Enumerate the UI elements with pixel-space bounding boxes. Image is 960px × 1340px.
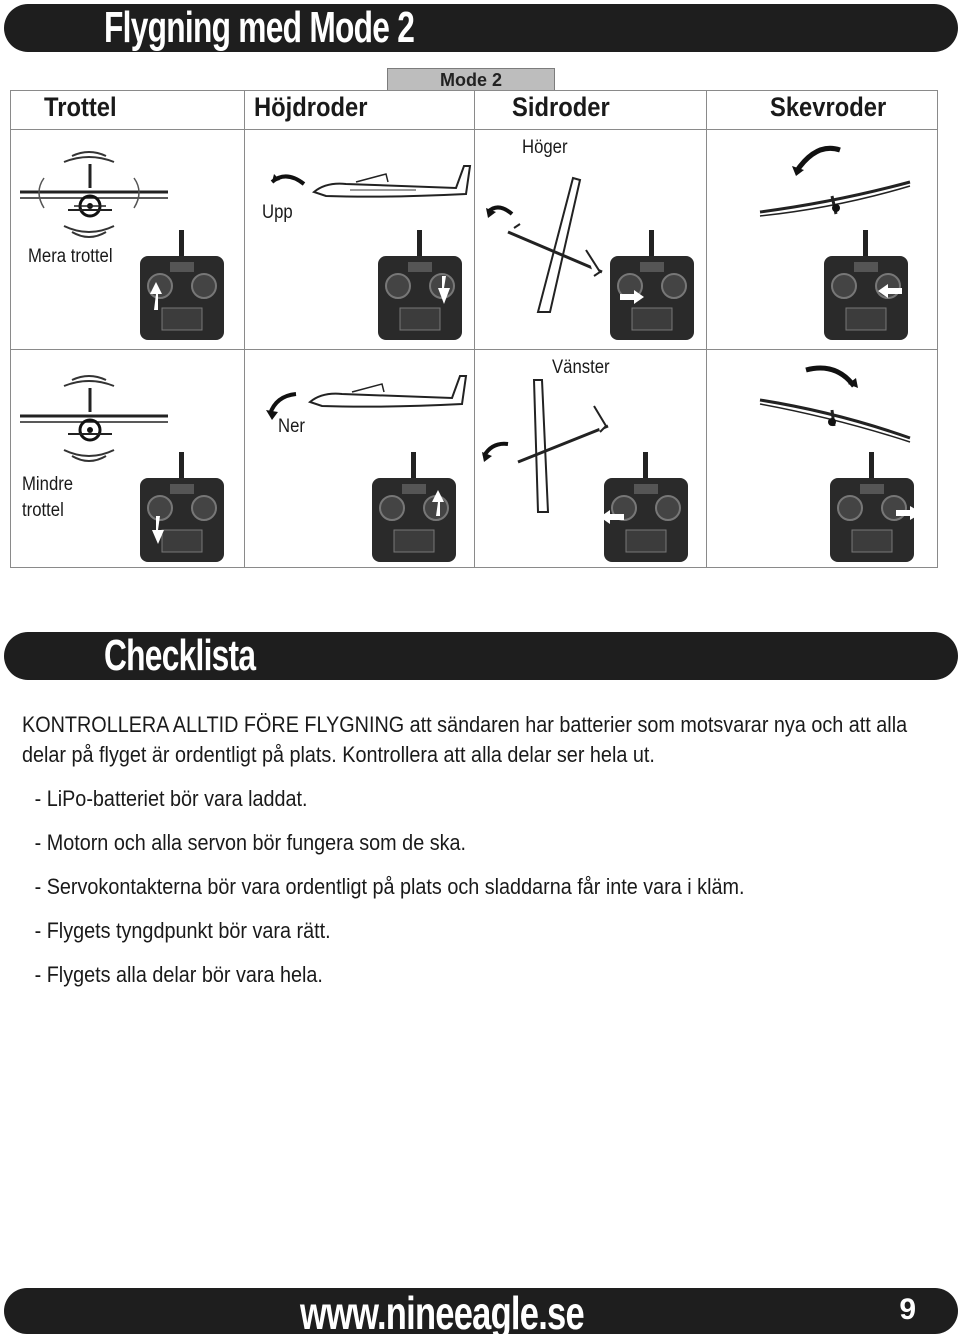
label-more-throttle: Mera trottel bbox=[28, 246, 113, 267]
label-less-throttle: Mindre trottel bbox=[22, 474, 74, 521]
plane-side-pitch-down-icon bbox=[262, 372, 472, 422]
page-number: 9 bbox=[899, 1293, 916, 1326]
transmitter-aileron-left-icon bbox=[820, 228, 912, 344]
checklist-title: Checklista bbox=[104, 631, 256, 680]
label-up: Upp bbox=[262, 202, 293, 223]
transmitter-rudder-right-icon bbox=[606, 228, 698, 344]
checklist-banner bbox=[4, 632, 958, 680]
checklist-item: - LiPo-batteriet bör vara laddat. bbox=[34, 786, 308, 811]
column-header-rudder: Sidroder bbox=[512, 92, 610, 122]
transmitter-rudder-left-icon bbox=[596, 450, 696, 566]
transmitter-aileron-right-icon bbox=[826, 450, 926, 566]
checklist-item: - Flygets tyngdpunkt bör vara rätt. bbox=[34, 918, 331, 943]
label-left: Vänster bbox=[552, 357, 610, 378]
plane-side-pitch-up-icon bbox=[266, 160, 476, 204]
plane-front-roll-icon bbox=[756, 136, 916, 226]
footer-bar bbox=[4, 1287, 958, 1339]
mode-tab: Mode 2 bbox=[387, 68, 555, 91]
checklist-intro: KONTROLLERA ALLTID FÖRE FLYGNING att sändaren har batterier som motsvarar nya och att alla delar på flyget är ordentligt på plats. Kontrollera att alla delar ser hela ut. bbox=[22, 712, 908, 767]
transmitter-throttle-down-icon bbox=[136, 450, 228, 566]
transmitter-throttle-up-icon bbox=[136, 228, 228, 344]
title-banner bbox=[4, 4, 958, 52]
label-down: Ner bbox=[278, 416, 305, 437]
plane-top-yaw-right-icon bbox=[478, 172, 608, 318]
transmitter-elevator-down-stick-icon bbox=[374, 228, 466, 344]
plane-front-roll-icon bbox=[756, 360, 916, 444]
column-header-aileron: Skevroder bbox=[770, 92, 887, 122]
column-header-elevator: Höjdroder bbox=[254, 92, 368, 122]
page-title: Flygning med Mode 2 bbox=[104, 3, 415, 52]
website-link[interactable]: www.nineeagle.se bbox=[300, 1287, 584, 1339]
transmitter-elevator-up-stick-icon bbox=[368, 450, 460, 566]
checklist-item: - Servokontakterna bör vara ordentligt på plats och sladdarna får inte vara i kläm. bbox=[34, 874, 745, 899]
checklist-item: - Motorn och alla servon bör fungera som de ska. bbox=[34, 830, 467, 855]
checklist-body bbox=[22, 710, 908, 990]
label-right: Höger bbox=[522, 137, 568, 158]
checklist-item: - Flygets alla delar bör vara hela. bbox=[34, 962, 323, 987]
column-header-throttle: Trottel bbox=[44, 92, 117, 122]
